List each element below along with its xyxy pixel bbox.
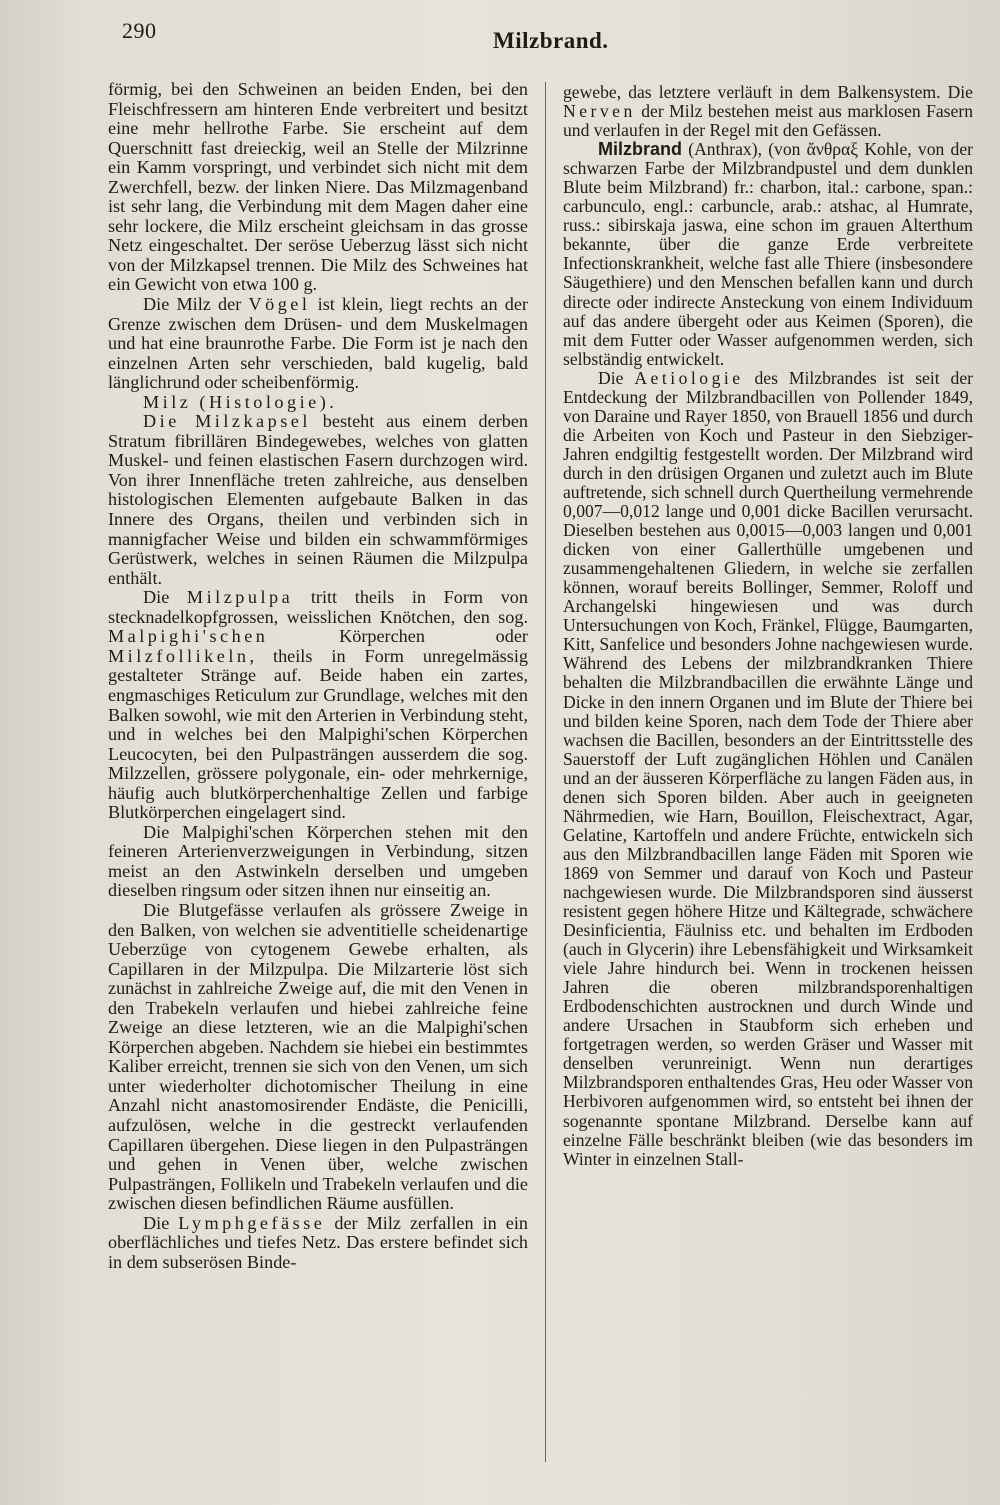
right-text-column: [563, 83, 973, 1169]
running-title: Milzbrand.: [493, 28, 609, 53]
column-divider: [545, 82, 546, 1462]
paragraph: [108, 588, 528, 823]
text-run: Milzpulpa: [186, 587, 294, 608]
paragraph: [108, 295, 528, 393]
text-run: Die Milz der: [143, 294, 249, 315]
text-run: Die Malpighi'schen Körperchen stehen mit den feineren Arterienverzweigungen in Verbindung, sitzen meist an den Astwinkeln derselben und umgeben dieselben ringsum oder sitzen ihnen nur einseitig an.: [108, 821, 528, 901]
text-run: Nerven: [563, 101, 636, 122]
text-run: tritt theils in Form von stecknadelkopfgrossen, weisslichen Knötchen, den sog.: [108, 587, 528, 627]
text-run: Körperchen oder: [268, 626, 528, 647]
text-run: Milzkapsel: [195, 411, 311, 432]
text-run: , theils in Form unregelmässig gestalteter Stränge auf. Beide haben ein zartes, engmaschiges Reticulum zur Grundlage, welches mit den Balken sowohl, wie mit den Arterien in Verbindung steht, und in welches bei den Malpighi'schen Körperchen Leucocyten, bei den Pulpasträngen ausserdem die sog. Milzzellen, grössere polygonale, ein- oder mehrkernige, häufig auch blutkörperchenhaltige Zellen und farbige Blutkörperchen eingelagert sind.: [108, 645, 528, 823]
text-run: Die: [143, 587, 187, 608]
text-run: Malpighi'schen: [108, 626, 269, 647]
paragraph: [563, 369, 973, 1169]
paragraph: [108, 901, 528, 1214]
paragraph: [108, 823, 528, 901]
text-run: Aetiologie: [634, 367, 744, 388]
left-text-column: [108, 80, 528, 1272]
text-run: förmig, bei den Schweinen an beiden Enden, bei den Fleischfressern am hinteren Ende verbreitert und besitzt eine mehr hellrothe Farbe. Sie erscheint auf dem Querschnitt fast dreieckig, weil an Stelle der Milzrinne ein Kamm vorspringt, und verbindet sich nicht mit dem Zwerchfell, bezw. der linken Niere. Das Milzmagenband ist sehr lang, die Verbindung mit dem Magen daher eine sehr lockere, die Milz erscheint gleichsam in das grosse Netz eingeschaltet. Der seröse Ueberzug lässt sich nicht von der Milzkapsel trennen. Die Milz des Schweines hat ein Gewicht von etwa 100 g.: [108, 79, 528, 295]
text-run: Die: [143, 411, 196, 432]
text-run: des Milzbrandes ist seit der Entdeckung der Milzbrandbacillen von Pollender 1849, von Daraine und Rayer 1850, von Brauell 1856 und durch die Arbeiten von Koch und Pasteur in den Siebziger-Jahren endgiltig festgestellt worden. Der Milzbrand wird durch in den drüsigen Organen und zuletzt auch im Blute auftretende, sich schnell durch Quertheilung vermehrende 0,007—0,012 lange und 0,001 dicke Bacillen verursacht. Dieselben bestehen aus 0,0015—0,003 langen und 0,001 dicken von einer Gallerthülle umgebenen und zusammengehaltenen Gliedern, in welche sie zerfallen können, worauf bereits Bollinger, Semmer, Roloff und Archangelski hingewiesen und was durch Untersuchungen von Koch, Fränkel, Flügge, Baumgarten, Kitt, Sanfelice und besonders Johne nachgewiesen wurde. Während des Lebens der milzbrandkranken Thiere behalten die Milzbrandbacillen die erwähnte Länge und Dicke in den innern Organen und im Blute der Thiere bei und bilden keine Sporen, nach dem Tode der Thiere aber wachsen die Bacillen, besonders an der Eintrittsstelle des Sauerstoff der Luft zugänglichen Höhlen und Canälen und an der äusseren Körperfläche zu langen Fäden aus, in denen sich Sporen bilden. Aber auch in geeigneten Nährmedien, wie Harn, Bouillon, Fleischextract, Agar, Gelatine, Kartoffeln und andere Früchte, entwickeln sich aus den Milzbrandbacillen lange Fäden mit Sporen wie 1869 von Semmer und darauf von Koch und Pasteur nachgewiesen wurde. Die Milzbrandsporen sind äusserst resistent gegen höhere Hitze und Kältegrade, schwächere Desinficientia, Fäulniss etc. und behalten im Erdboden (auch in Glycerin) ihre Lebensfähigkeit und Wirksamkeit viele Jahre hindurch bei. Wenn in trockenen heissen Jahren die oberen milzbrandsporenhaltigen Erdbodenschichten austrocknen und durch Winde und andere Ursachen in Staubform sich erheben und fortgetragen werden, so werden Gräser und Wasser mit denselben verunreinigt. Wenn nun derartiges Milzbrandsporen enthaltendes Gras, Heu oder Wasser von Herbivoren aufgenommen wird, so entsteht bei ihnen der sogenannte spontane Milzbrand. Derselbe kann auf einzelne Fälle beschränkt bleiben (wie das besonders im Winter in einzelnen Stall-: [563, 367, 973, 1169]
page-header: [0, 18, 1000, 58]
paragraph: [108, 80, 528, 295]
text-run: der Milz zerfallen in ein oberflächliches und tiefes Netz. Das erstere befindet sich in dem subserösen Binde-: [108, 1212, 528, 1272]
page-number: 290: [122, 18, 157, 43]
paragraph: [563, 140, 973, 369]
entry-headword: Milzbrand: [598, 139, 682, 160]
text-run: Die: [598, 367, 635, 388]
text-run: (Anthrax), (von ἄνθραξ Kohle, von der schwarzen Farbe der Milzbrandpustel und dem dunklen Blute beim Milzbrand) fr.: charbon, ital.: carbone, span.: carbunculo, engl.: carbuncle, arab.: atshac, al Humrate, russ.: sibirskaja jaswa, eine schon im grauen Alterthum bekannte, über die ganze Erde verbreitete Infectionskrankheit, welche fast alle Thiere (insbesondere Säugethiere) und den Menschen befallen kann und durch directe oder indirecte Ansteckung von einem Individuum auf das andere übergeht oder aus Keimen (Sporen), die mit dem Futter oder Wasser aufgenommen werden, sich selbständig entwickelt.: [563, 139, 973, 369]
text-run: Lymphgefässe: [178, 1212, 326, 1233]
paragraph: [108, 412, 528, 588]
text-run: der Milz bestehen meist aus marklosen Fasern und verlaufen in der Regel mit den Gefässen.: [563, 101, 973, 141]
paragraph: [563, 83, 973, 140]
text-run: Die Blutgefässe verlaufen als grössere Zweige in den Balken, von welchen sie adventitielle scheidenartige Ueberzüge von cytogenem Gewebe erhalten, als Capillaren in der Milzpulpa. Die Milzarterie löst sich zunächst in zahlreiche Zweige auf, die mit den Venen in den Trabekeln verlaufen und hiebei zahlreiche feine Zweige an diese letzteren, wie an die Malpighi'schen Körperchen abgeben. Nachdem sie hiebei ein bestimmtes Kaliber erreicht, trennen sie sich von den Venen, um sich unter wiederholter dichotomischer Theilung in eine Anzahl nicht anastomosirender Endäste, die Penicilli, aufzulösen, welche in die gestreckt verlaufenden Capillaren übergehen. Diese liegen in den Pulpasträngen und gehen in Venen über, welche zwischen Pulpasträngen, Follikeln und Trabekeln verlaufen und die zwischen diesen befindlichen Räume ausfüllen.: [108, 899, 528, 1214]
paragraph: [108, 393, 528, 413]
text-run: Milzfollikeln: [108, 645, 250, 666]
text-run: Die: [143, 1212, 179, 1233]
text-run: Vögel: [248, 294, 311, 315]
text-run: besteht aus einem derben Stratum fibrillären Bindegewebes, welches von glatten Muskel- und feinen elastischen Fasern durchzogen wird. Von ihrer Innenfläche treten zahlreiche, aus denselben histologischen Elementen aufgebaute Balken in das Innere des Organs, theilen und verbinden sich in mannigfacher Weise und bilden ein schwammförmiges Gerüstwerk, welches in seinen Räumen die Milzpulpa enthält.: [108, 411, 528, 588]
text-run: ist klein, liegt rechts an der Grenze zwischen dem Drüsen- und dem Muskelmagen und hat eine braunrothe Farbe. Die Form ist je nach den einzelnen Arten sehr verschieden, bald kugelig, bald länglichrund oder scheibenförmig.: [108, 294, 528, 393]
paragraph: [108, 1214, 528, 1273]
text-run: Milz (Histologie).: [143, 391, 338, 412]
text-run: gewebe, das letztere verläuft in dem Balkensystem. Die: [563, 82, 973, 102]
